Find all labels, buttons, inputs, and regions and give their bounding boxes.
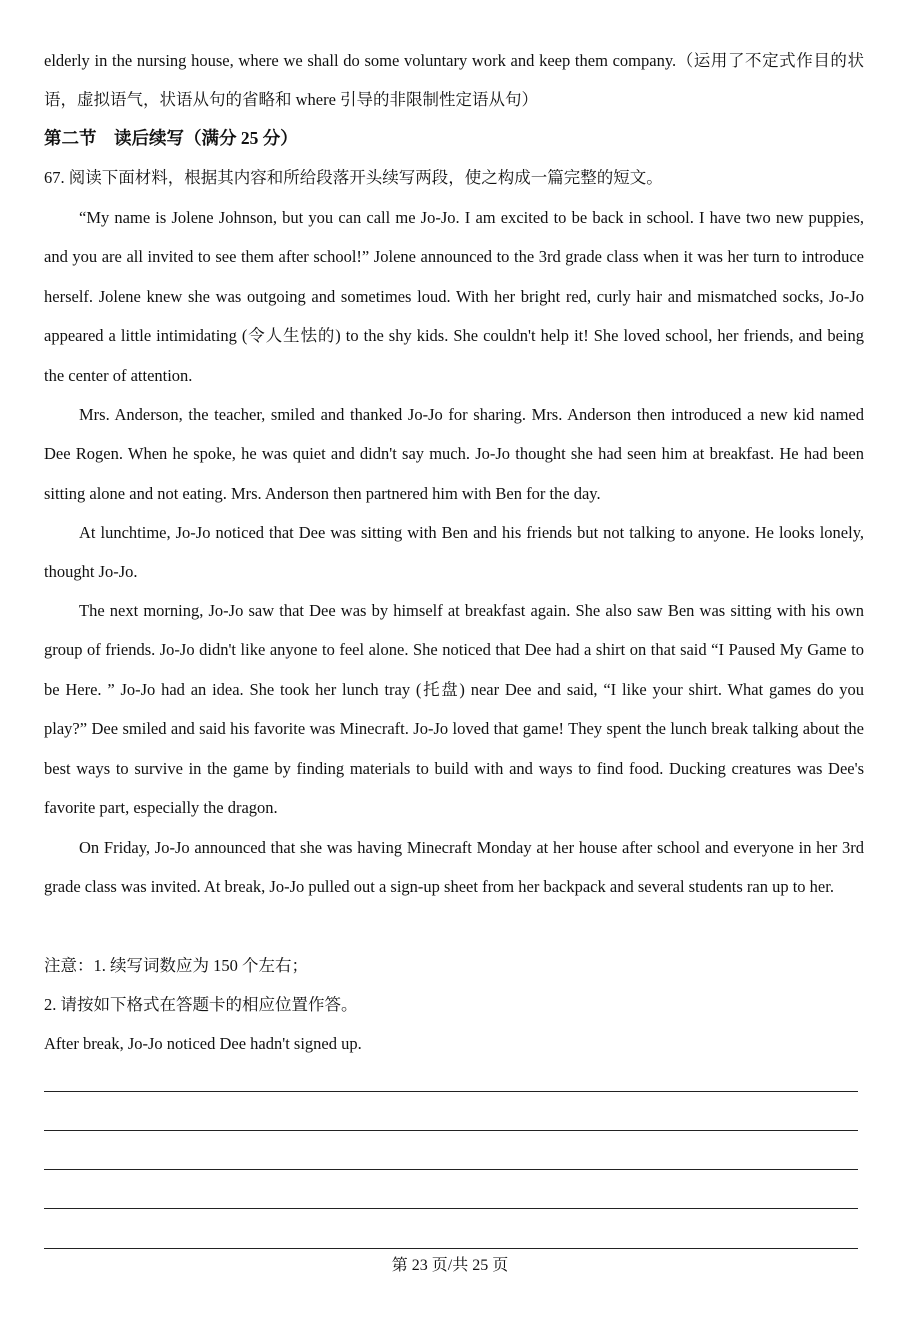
- answer-line: [44, 1091, 858, 1092]
- story-paragraph-1: “My name is Jolene Johnson, but you can call me Jo-Jo. I am excited to be back in school. I have two new puppies, and you are all invited to see them after school!” Jolene announced to the 3rd grade class when it was her turn to introduce herself. Jolene knew she was outgoing and sometimes loud. With her bright red, curly hair and mismatched socks, Jo-Jo appeared a little intimidating (令人生怯的) to the shy kids. She couldn't help it! She loved school, her friends, and being the center of attention.: [44, 208, 864, 385]
- page-number-footer: 第 23 页/共 25 页: [391, 1257, 509, 1274]
- answer-line: [44, 1248, 858, 1249]
- answer-line: [44, 1130, 858, 1131]
- section-heading: 第二节 读后续写（满分 25 分）: [44, 128, 298, 148]
- question-instruction: 67. 阅读下面材料，根据其内容和所给段落开头续写两段，使之构成一篇完整的短文。: [44, 168, 663, 187]
- previous-answer-paragraph: elderly in the nursing house, where we shall do some voluntary work and keep them company.（运用了不定式作目的状语，虚拟语气，状语从句的省略和 where 引导的非限制性定语从句）: [44, 51, 864, 110]
- answer-line: [44, 1208, 858, 1209]
- answer-line: [44, 1169, 858, 1170]
- note-answer-format: 2. 请按如下格式在答题卡的相应位置作答。: [44, 995, 358, 1014]
- story-paragraph-4: The next morning, Jo-Jo saw that Dee was by himself at breakfast again. She also saw Ben was sitting with his own group of friends. Jo-Jo didn't like anyone to feel alone. She noticed that Dee had a shirt on that said “I Paused My Game to be Here. ” Jo-Jo had an idea. She took her lunch tray (托盘) near Dee and said, “I like your shirt. What games do you play?” Dee smiled and said his favorite was Minecraft. Jo-Jo loved that game! They spent the lunch break talking about the best ways to survive in the game by finding materials to build with and ways to find food. Ducking creatures was Dee's favorite part, especially the dragon.: [44, 601, 864, 818]
- continuation-opening: After break, Jo-Jo noticed Dee hadn't signed up.: [44, 1034, 362, 1053]
- story-paragraph-2: Mrs. Anderson, the teacher, smiled and thanked Jo-Jo for sharing. Mrs. Anderson then introduced a new kid named Dee Rogen. When he spoke, he was quiet and didn't say much. Jo-Jo thought she had seen him at breakfast. He had been sitting alone and not eating. Mrs. Anderson then partnered him with Ben for the day.: [44, 405, 864, 503]
- note-word-count: 注意：1. 续写词数应为 150 个左右；: [44, 956, 308, 975]
- story-paragraph-3: At lunchtime, Jo-Jo noticed that Dee was sitting with Ben and his friends but not talking to anyone. He looks lonely, thought Jo-Jo.: [44, 523, 864, 582]
- story-paragraph-5: On Friday, Jo-Jo announced that she was having Minecraft Monday at her house after school and everyone in her 3rd grade class was invited. At break, Jo-Jo pulled out a sign-up sheet from her backpack and several students ran up to her.: [44, 838, 864, 897]
